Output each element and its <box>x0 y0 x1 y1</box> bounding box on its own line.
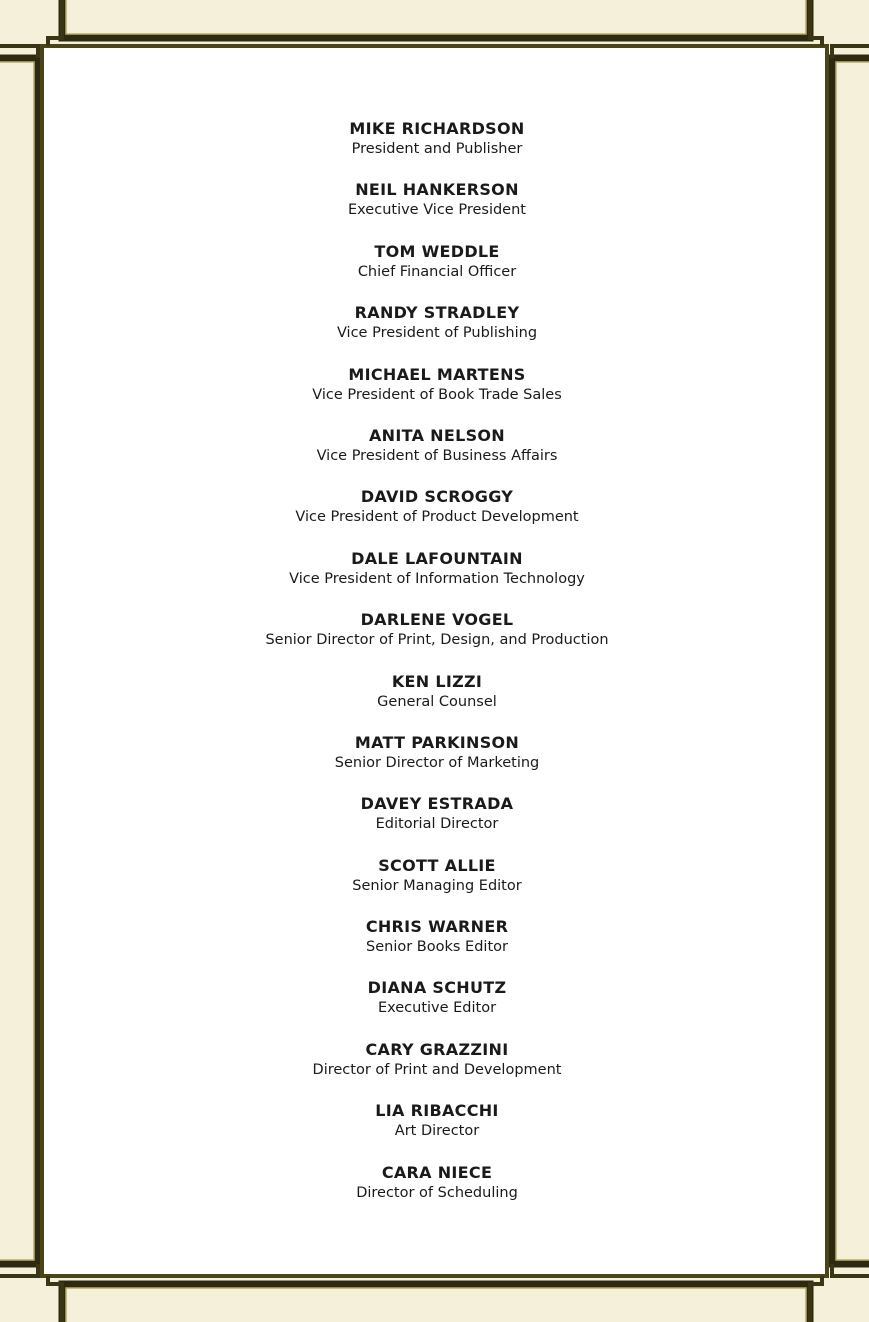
staff-list <box>47 110 827 1215</box>
staff-title: Vice President of Book Trade Sales <box>312 386 562 403</box>
staff-entry <box>47 110 827 171</box>
staff-entry <box>47 233 827 294</box>
staff-name: DALE LAFOUNTAIN <box>351 548 523 568</box>
staff-entry <box>47 1154 827 1215</box>
staff-name: DAVEY ESTRADA <box>360 794 514 814</box>
staff-name: NEIL HANKERSON <box>355 180 519 200</box>
staff-title: Art Director <box>394 1123 480 1140</box>
staff-entry <box>47 847 827 908</box>
staff-title: Chief Financial Officer <box>357 263 517 280</box>
staff-title: Vice President of Product Development <box>295 509 579 526</box>
staff-title: Senior Director of Marketing <box>334 754 540 771</box>
staff-name: MIKE RICHARDSON <box>349 119 525 138</box>
staff-name: DIANA SCHUTZ <box>367 978 507 998</box>
staff-name: ANITA NELSON <box>369 425 505 445</box>
staff-title: Director of Print and Development <box>312 1061 562 1078</box>
staff-name: MATT PARKINSON <box>354 732 520 752</box>
staff-name: CARA NIECE <box>381 1162 493 1182</box>
staff-entry <box>47 601 827 662</box>
staff-entry <box>47 294 827 355</box>
staff-title: Editorial Director <box>375 816 499 833</box>
staff-entry <box>47 356 827 417</box>
staff-entry <box>47 663 827 724</box>
staff-title: General Counsel <box>377 693 497 710</box>
staff-name: DAVID SCROGGY <box>360 487 514 507</box>
staff-name: TOM WEDDLE <box>374 241 500 261</box>
staff-name: KEN LIZZI <box>391 671 483 691</box>
staff-name: DARLENE VOGEL <box>360 610 514 630</box>
staff-name: SCOTT ALLIE <box>378 855 496 875</box>
staff-name: RANDY STRADLEY <box>354 303 520 323</box>
staff-title: Director of Scheduling <box>356 1184 518 1201</box>
staff-entry <box>47 417 827 478</box>
staff-title: President and Publisher <box>351 141 523 157</box>
staff-title: Senior Books Editor <box>366 939 508 956</box>
staff-entry <box>47 785 827 846</box>
staff-title: Executive Editor <box>377 1000 497 1017</box>
staff-name: MICHAEL MARTENS <box>348 364 526 384</box>
staff-title: Executive Vice President <box>348 202 526 219</box>
staff-title: Senior Managing Editor <box>352 877 522 894</box>
staff-name: CHRIS WARNER <box>365 917 509 937</box>
staff-title: Vice President of Business Affairs <box>316 447 558 464</box>
staff-entry <box>47 1031 827 1092</box>
staff-title: Vice President of Publishing <box>336 325 538 342</box>
staff-name: CARY GRAZZINI <box>365 1039 509 1059</box>
staff-entry <box>47 540 827 601</box>
staff-entry <box>47 908 827 969</box>
staff-entry <box>47 724 827 785</box>
staff-entry <box>47 969 827 1030</box>
staff-title: Senior Director of Print, Design, and Production <box>265 632 609 649</box>
staff-entry <box>47 171 827 232</box>
staff-entry <box>47 478 827 539</box>
staff-entry <box>47 1092 827 1153</box>
staff-name: LIA RIBACCHI <box>375 1101 499 1121</box>
staff-title: Vice President of Information Technology <box>289 570 585 587</box>
